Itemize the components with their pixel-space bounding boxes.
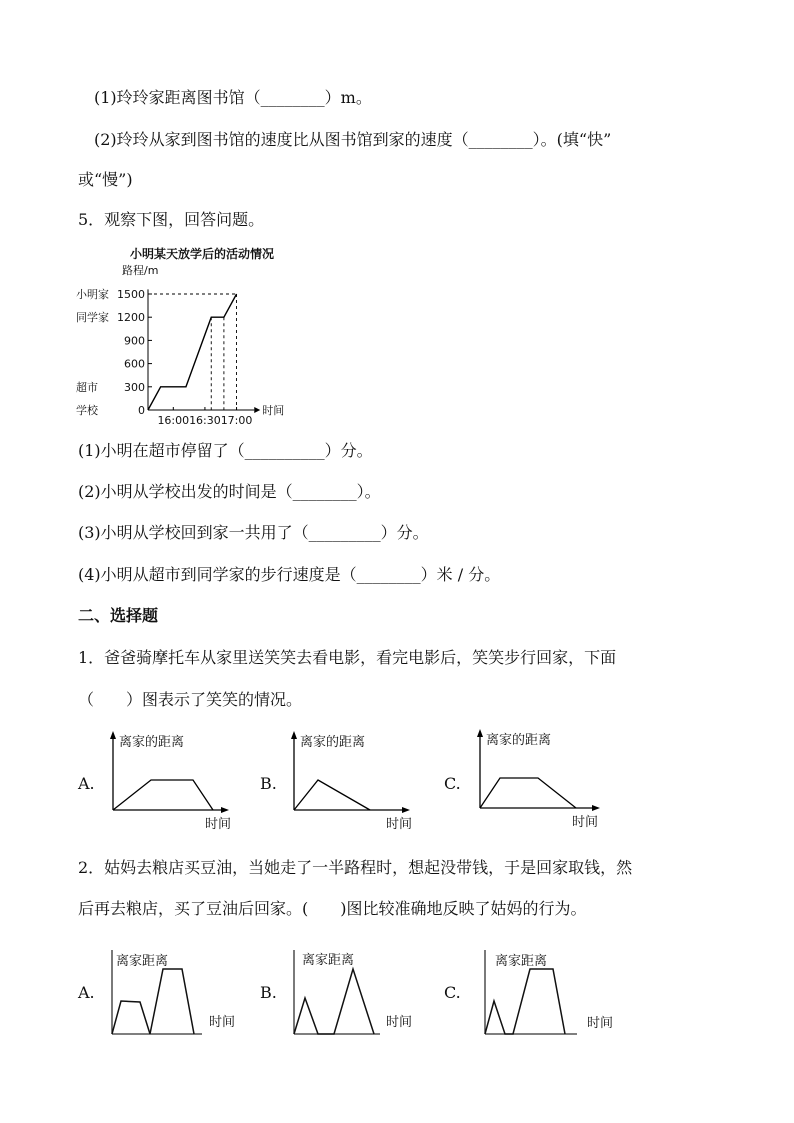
option-c-xlabel: 时间 bbox=[572, 815, 599, 830]
question-line: （ ）图表示了笑笑的情况。 bbox=[78, 690, 303, 709]
x-axis-arrow bbox=[254, 407, 260, 413]
option-c-label[interactable]: C. bbox=[444, 774, 461, 793]
question-line: (1)玲玲家距离图书馆（________）m。 bbox=[94, 88, 372, 107]
question-line: (2)小明从学校出发的时间是（________）。 bbox=[78, 482, 381, 501]
option-a-xlabel: 时间 bbox=[209, 1015, 236, 1030]
option-c-ylabel: 离家的距离 bbox=[486, 733, 552, 748]
option-b-graph bbox=[286, 728, 416, 838]
y-tick-label: 1200 bbox=[117, 311, 145, 325]
question-line: 后再去粮店，买了豆油后回家。( )图比较准确地反映了姑妈的行为。 bbox=[78, 899, 587, 918]
question-line: (1)小明在超市停留了（__________）分。 bbox=[78, 441, 373, 460]
question-line: (3)小明从学校回到家一共用了（_________）分。 bbox=[78, 523, 429, 542]
option-a-ylabel: 离家的距离 bbox=[119, 735, 185, 750]
option-b-ylabel: 离家距离 bbox=[302, 953, 355, 968]
option-a-label[interactable]: A. bbox=[78, 774, 95, 793]
option-c-label[interactable]: C. bbox=[444, 983, 461, 1002]
x-tick-label: 16:30 bbox=[189, 414, 221, 427]
question-line: (4)小明从超市到同学家的步行速度是（________）米 / 分。 bbox=[78, 565, 501, 584]
option-a-graph bbox=[104, 940, 254, 1040]
option-b-label[interactable]: B. bbox=[260, 774, 277, 793]
option-b-xlabel: 时间 bbox=[386, 817, 413, 832]
option-a-xlabel: 时间 bbox=[205, 817, 232, 832]
x-tick-label: 17:00 bbox=[220, 414, 253, 427]
option-a-label[interactable]: A. bbox=[78, 983, 95, 1002]
x-axis-label: 时间 bbox=[262, 404, 285, 417]
y-tick-label: 0 bbox=[138, 404, 145, 417]
y-tick-label: 1500 bbox=[117, 288, 145, 301]
chart-title: 小明某天放学后的活动情况 bbox=[130, 247, 275, 261]
question-line: 2．姑妈去粮店买豆油，当她走了一半路程时，想起没带钱，于是回家取钱，然 bbox=[78, 858, 633, 877]
y-place-label: 超市 bbox=[76, 380, 98, 394]
option-b-graph bbox=[286, 940, 436, 1040]
option-a-ylabel: 离家距离 bbox=[116, 954, 169, 969]
y-tick-label: 900 bbox=[124, 334, 145, 348]
question-line: 或“慢”) bbox=[78, 170, 133, 189]
series-line bbox=[148, 294, 237, 410]
question-line: (2)玲玲从家到图书馆的速度比从图书馆到家的速度（________）。(填“快” bbox=[94, 130, 612, 149]
problem-title: 5．观察下图，回答问题。 bbox=[78, 210, 265, 229]
section-heading: 二、选择题 bbox=[78, 606, 159, 625]
option-c-xlabel: 时间 bbox=[587, 1016, 614, 1031]
question-line: 1．爸爸骑摩托车从家里送笑笑去看电影，看完电影后，笑笑步行回家，下面 bbox=[78, 648, 617, 667]
activity-chart bbox=[60, 240, 360, 427]
option-b-ylabel: 离家的距离 bbox=[300, 735, 366, 750]
y-place-label: 同学家 bbox=[76, 311, 109, 325]
y-tick-label: 600 bbox=[124, 357, 145, 371]
option-c-graph bbox=[472, 726, 607, 836]
y-place-label: 小明家 bbox=[76, 288, 109, 301]
y-place-label: 学校 bbox=[76, 404, 98, 417]
chart-ylabel: 路程/m bbox=[122, 264, 159, 277]
option-b-xlabel: 时间 bbox=[386, 1015, 413, 1030]
option-b-label[interactable]: B. bbox=[260, 983, 277, 1002]
option-c-graph bbox=[477, 940, 627, 1040]
y-tick-label: 300 bbox=[124, 380, 145, 394]
x-tick-label: 16:00 bbox=[157, 414, 190, 427]
option-a-graph bbox=[105, 728, 235, 838]
option-c-ylabel: 离家距离 bbox=[495, 954, 548, 969]
